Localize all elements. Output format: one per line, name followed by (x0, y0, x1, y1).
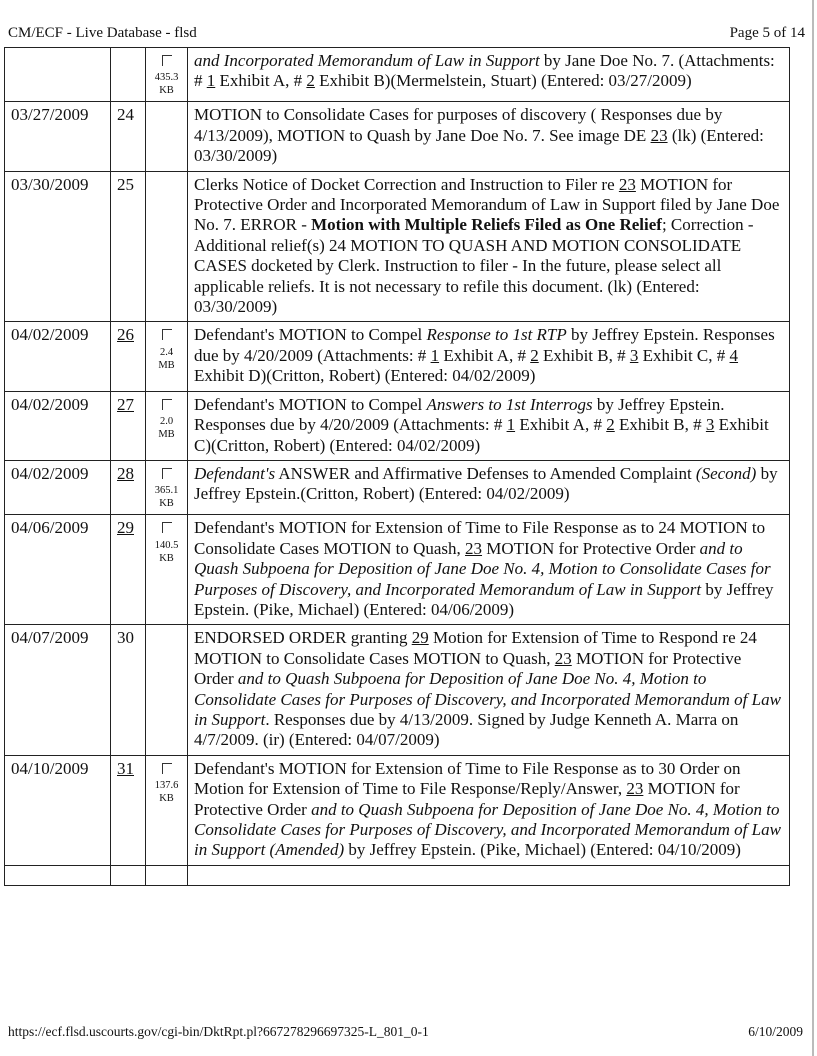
italic-text: Defendant's (194, 463, 276, 483)
table-row (5, 102, 790, 171)
docket-number: 30 (111, 625, 146, 755)
docket-number-link[interactable]: 28 (111, 460, 146, 514)
document-size-unit: KB (159, 793, 174, 805)
document-size-unit: KB (159, 498, 174, 510)
docket-text (188, 171, 790, 322)
text-span: Defendant's MOTION for Extension of Time to File Response as to 24 MOTION to Consolidate Cases MOTION to Quash, (194, 518, 766, 558)
document-link[interactable] (146, 48, 188, 102)
italic-text: and Incorporated Memorandum of Law in Support (194, 51, 540, 70)
docket-date: 03/30/2009 (5, 171, 111, 322)
document-cell (146, 102, 188, 171)
table-row (5, 322, 790, 391)
text-span: by Jeffrey Epstein. Responses due by 4/20/2009 (Attachments: # (194, 394, 725, 435)
text-span: ENDORSED ORDER granting (194, 628, 412, 648)
docket-ref-link[interactable]: 23 (465, 538, 483, 558)
docket-ref-link[interactable]: 23 (626, 779, 644, 799)
text-span: (lk) (Entered: 03/30/2009) (194, 125, 764, 166)
page-url: https://ecf.flsd.uscourts.gov/cgi-bin/DktRpt.pl?667278296697325-L_801_0-1 (8, 1024, 429, 1039)
document-size: 365.1 (154, 485, 179, 497)
docket-number: 24 (111, 102, 146, 171)
text-span: Exhibit B)(Mermelstein, Stuart) (Entered: 03/27/2009) (314, 71, 692, 91)
docket-number-link[interactable]: 26 (111, 322, 146, 391)
attachment-link[interactable]: 3 (705, 415, 715, 435)
document-size: 435.3 (154, 72, 179, 84)
docket-text (188, 322, 790, 391)
italic-text: and to Quash Subpoena for Deposition of Jane Doe No. 4, Motion to Consolidate Cases for Purposes of Discovery, and Incorporated Memorandum of Law in Support (Amended) (194, 799, 781, 860)
document-size: 2.4 (159, 346, 174, 358)
docket-number-link[interactable]: 27 (111, 391, 146, 460)
table-row (5, 48, 790, 102)
text-span: by Jeffrey Epstein. (Pike, Michael) (Entered: 04/10/2009) (344, 840, 741, 860)
attachment-link[interactable]: 2 (530, 345, 539, 365)
text-span: ; Correction - Additional relief(s) 24 MOTION TO QUASH AND MOTION CONSOLIDATE CASES docketed by Clerk. Instruction to filer - In the future, please select all applicable reliefs. It is not necessary to refile this document. (lk) (Entered: 03/30/2009) (194, 215, 754, 317)
text-span: Motion for Extension of Time to Respond re 24 MOTION to Consolidate Cases MOTION to Quash, (194, 628, 757, 668)
document-link[interactable] (146, 391, 188, 460)
text-span: Defendant's MOTION for Extension of Time to File Response as to 30 Order on Motion for Extension of Time to File Response/Reply/Answer, (194, 758, 741, 799)
text-span: Defendant's MOTION to Compel (194, 394, 427, 414)
document-size-unit: KB (159, 85, 174, 97)
text-span: Exhibit B, # (614, 415, 706, 435)
table-row (5, 755, 790, 865)
attachment-link[interactable]: 2 (606, 415, 615, 435)
text-span: Clerks Notice of Docket Correction and Instruction to Filer re (194, 174, 619, 194)
bold-text: Motion with Multiple Reliefs Filed as One Relief (311, 215, 662, 235)
table-row (5, 391, 790, 460)
docket-ref-link[interactable]: 23 (650, 125, 668, 145)
docket-date: 04/07/2009 (5, 625, 111, 755)
document-icon[interactable] (162, 522, 172, 533)
text-span: MOTION for Protective Order and Incorporated Memorandum of Law in Support filed by Jane Doe No. 7. ERROR - (194, 174, 780, 235)
italic-text: and to Quash Subpoena for Deposition of Jane Doe No. 4, Motion to Consolidate Cases for Purposes of Discovery, and Incorporated Memorandum of Law in Support (194, 538, 771, 599)
text-span: Exhibit A, # (515, 415, 607, 435)
page-header-title: CM/ECF - Live Database - flsd (8, 25, 197, 41)
document-size-unit: MB (158, 429, 175, 441)
docket-ref-link[interactable]: 29 (411, 628, 429, 648)
docket-number-link[interactable]: 29 (111, 515, 146, 625)
table-row (5, 515, 790, 625)
stub-cell (188, 865, 790, 885)
text-span: Exhibit A, # (439, 345, 531, 365)
document-link[interactable] (146, 322, 188, 391)
text-span: MOTION for Protective Order (194, 648, 742, 689)
docket-date: 03/27/2009 (5, 102, 111, 171)
docket-text (188, 625, 790, 755)
text-span: Defendant's MOTION to Compel (194, 325, 427, 345)
docket-ref-link[interactable]: 23 (554, 648, 572, 668)
document-size-unit: MB (158, 359, 175, 371)
docket-date: 04/06/2009 (5, 515, 111, 625)
attachment-link[interactable]: 1 (206, 71, 216, 91)
text-span: by Jeffrey Epstein.(Critton, Robert) (Entered: 04/02/2009) (194, 463, 778, 504)
document-link[interactable] (146, 460, 188, 514)
table-row (5, 171, 790, 322)
document-icon[interactable] (162, 468, 172, 479)
docket-date: 04/10/2009 (5, 755, 111, 865)
attachment-link[interactable]: 1 (430, 345, 440, 365)
docket-ref-link[interactable]: 23 (618, 174, 636, 194)
document-size-unit: KB (159, 552, 174, 564)
text-span: Exhibit C, # (638, 345, 730, 365)
attachment-link[interactable]: 3 (629, 345, 639, 365)
page-edge-line (812, 0, 814, 1056)
docket-date (5, 48, 111, 102)
docket-number (111, 48, 146, 102)
document-size: 137.6 (154, 780, 179, 792)
docket-date: 04/02/2009 (5, 322, 111, 391)
text-span: Exhibit B, # (538, 345, 630, 365)
document-icon[interactable] (162, 763, 172, 774)
docket-text (188, 755, 790, 865)
document-cell (146, 171, 188, 322)
text-span: Exhibit A, # (215, 71, 307, 91)
table-row (5, 460, 790, 514)
italic-text: and to Quash Subpoena for Deposition of Jane Doe No. 4, Motion to Consolidate Cases for Purposes of Discovery, and Incorporated Memorandum of Law in Support (194, 669, 781, 729)
docket-text (188, 102, 790, 171)
text-span: Exhibit C)(Critton, Robert) (Entered: 04/02/2009) (194, 415, 769, 455)
document-icon[interactable] (162, 55, 172, 66)
text-span: by Jeffrey Epstein. (Pike, Michael) (Entered: 04/06/2009) (194, 579, 774, 619)
stub-cell (146, 865, 188, 885)
text-span: MOTION for Protective Order (194, 779, 740, 819)
text-span: MOTION to Consolidate Cases for purposes of discovery ( Responses due by 4/13/2009), MOTION to Quash by Jane Doe No. 7. See image DE (194, 105, 723, 145)
document-link[interactable] (146, 755, 188, 865)
document-size: 140.5 (154, 539, 179, 551)
italic-text: Answers to 1st Interrogs (426, 394, 593, 414)
docket-text (188, 460, 790, 514)
document-link[interactable] (146, 515, 188, 625)
docket-number: 25 (111, 171, 146, 322)
docket-text (188, 515, 790, 625)
document-cell (146, 625, 188, 755)
document-icon[interactable] (162, 329, 172, 340)
docket-date: 04/02/2009 (5, 391, 111, 460)
italic-text: (Second) (695, 463, 757, 483)
print-date: 6/10/2009 (748, 1024, 803, 1039)
attachment-link[interactable]: 4 (729, 345, 739, 365)
text-span: by Jane Doe No. 7. (Attachments: # (194, 51, 775, 91)
document-size: 2.0 (159, 416, 174, 428)
docket-text (188, 48, 790, 102)
stub-cell (111, 865, 146, 885)
attachment-link[interactable]: 2 (306, 71, 315, 91)
page-number: Page 5 of 14 (729, 25, 805, 41)
text-span: ANSWER and Affirmative Defenses to Amended Complaint (275, 463, 696, 483)
docket-text (188, 391, 790, 460)
docket-date: 04/02/2009 (5, 460, 111, 514)
text-span: MOTION for Protective Order (482, 538, 700, 558)
docket-number-link[interactable]: 31 (111, 755, 146, 865)
stub-cell (5, 865, 111, 885)
text-span: by Jeffrey Epstein. Responses due by 4/20/2009 (Attachments: # (194, 325, 775, 365)
italic-text: Response to 1st RTP (426, 325, 567, 345)
attachment-link[interactable]: 1 (506, 415, 516, 435)
text-span: Exhibit D)(Critton, Robert) (Entered: 04/02/2009) (194, 366, 536, 386)
table-row-continued (5, 865, 790, 885)
document-icon[interactable] (162, 399, 172, 410)
docket-table (4, 47, 790, 886)
text-span: . Responses due by 4/13/2009. Signed by Judge Kenneth A. Marra on 4/7/2009. (ir) (Entered: 04/07/2009) (194, 709, 739, 750)
table-row (5, 625, 790, 755)
